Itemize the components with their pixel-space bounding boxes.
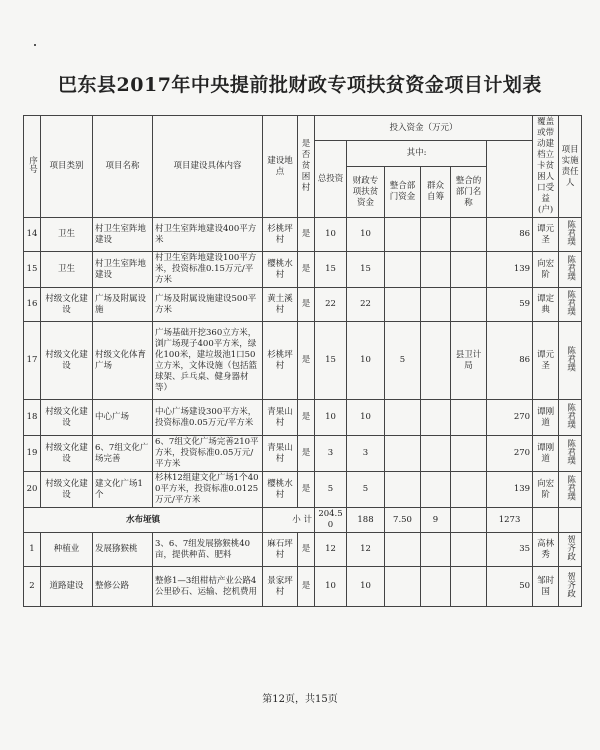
row-project-type: 卫生 [41, 218, 93, 252]
row-location: 景家坪村 [263, 567, 298, 607]
row-location: 青果山村 [263, 436, 298, 472]
row-beneficiaries: 35 [487, 533, 533, 567]
header-poor-village: 是否贫困村 [298, 116, 315, 218]
row-total: 22 [315, 288, 347, 322]
row-beneficiaries: 59 [487, 288, 533, 322]
row-location: 樱桃水村 [263, 252, 298, 288]
row-integrated-fund [385, 218, 421, 252]
row-dept-name [451, 400, 487, 436]
table-row [24, 472, 582, 508]
row-project-name: 整修公路 [93, 567, 153, 607]
row-poor-village: 是 [298, 288, 315, 322]
row-seq: 1 [24, 533, 41, 567]
row-poor-village: 是 [298, 252, 315, 288]
row-fiscal-fund: 10 [347, 567, 385, 607]
row-project-name: 村卫生室阵地建设 [93, 218, 153, 252]
row-project-type: 村级文化建设 [41, 322, 93, 400]
row-beneficiaries: 139 [487, 252, 533, 288]
table-row [24, 218, 582, 252]
subtotal-total: 204.50 [315, 508, 347, 533]
row-implementer: 向宏阶 [533, 252, 559, 288]
header-project-type: 项目类别 [41, 116, 93, 218]
row-supervisor: 贺齐政 [559, 533, 582, 567]
row-integrated-fund [385, 252, 421, 288]
row-content: 中心广场建设300平方米，投资标准0.05万元/平方米 [153, 400, 263, 436]
row-beneficiaries: 86 [487, 218, 533, 252]
subtotal-row [24, 508, 582, 533]
row-total: 10 [315, 218, 347, 252]
subtotal-fiscal: 188 [347, 508, 385, 533]
row-dept-name [451, 218, 487, 252]
header-total: 总投资 [315, 141, 347, 218]
row-content: 广场基础开挖360立方米，浏广场现子400平方米，绿化100米，建垃圾池1口50立方米，文体设施（包括篮球架、乒乓桌、健身器材等） [153, 322, 263, 400]
row-supervisor: 陈君璞 [559, 400, 582, 436]
row-total: 3 [315, 436, 347, 472]
row-poor-village: 是 [298, 322, 315, 400]
subtotal-impl [533, 508, 559, 533]
table-body-section-a [24, 218, 582, 508]
row-content: 3、6、7组发展猕猴桃40亩，提供种苗、肥料 [153, 533, 263, 567]
table-row [24, 252, 582, 288]
header-project-name: 项目名称 [93, 116, 153, 218]
row-fiscal-fund: 10 [347, 322, 385, 400]
row-seq: 14 [24, 218, 41, 252]
subtotal-integrated: 7.50 [385, 508, 421, 533]
row-total: 10 [315, 400, 347, 436]
row-total: 12 [315, 533, 347, 567]
row-content: 整修1—3组柑桔产业公路4公里砂石、运输、挖机费用 [153, 567, 263, 607]
row-fiscal-fund: 10 [347, 218, 385, 252]
row-self-raised [421, 472, 451, 508]
row-self-raised [421, 567, 451, 607]
row-dept-name [451, 567, 487, 607]
row-supervisor: 陈君璞 [559, 436, 582, 472]
row-seq: 15 [24, 252, 41, 288]
row-poor-village: 是 [298, 436, 315, 472]
scan-speck [34, 44, 36, 46]
row-project-type: 村级文化建设 [41, 288, 93, 322]
header-dept-name: 整合的部门名称 [451, 167, 487, 218]
row-poor-village: 是 [298, 400, 315, 436]
table-row [24, 400, 582, 436]
row-self-raised [421, 533, 451, 567]
row-supervisor: 陈君璞 [559, 252, 582, 288]
subtotal-self: 9 [421, 508, 451, 533]
project-plan-table [23, 115, 582, 607]
row-total: 15 [315, 252, 347, 288]
row-fiscal-fund: 10 [347, 400, 385, 436]
row-implementer: 高林秀 [533, 533, 559, 567]
row-fiscal-fund: 3 [347, 436, 385, 472]
page-title: 巴东县2017年中央提前批财政专项扶贫资金项目计划表 [58, 74, 542, 96]
row-location: 麻石坪村 [263, 533, 298, 567]
row-fiscal-fund: 5 [347, 472, 385, 508]
row-integrated-fund [385, 400, 421, 436]
row-self-raised [421, 322, 451, 400]
row-dept-name: 县卫计局 [451, 322, 487, 400]
row-seq: 16 [24, 288, 41, 322]
row-poor-village: 是 [298, 567, 315, 607]
row-seq: 19 [24, 436, 41, 472]
row-implementer: 邹时国 [533, 567, 559, 607]
row-supervisor: 陈君璞 [559, 322, 582, 400]
row-poor-village: 是 [298, 218, 315, 252]
row-project-name: 村卫生室阵地建设 [93, 252, 153, 288]
table-row [24, 436, 582, 472]
row-project-type: 种植业 [41, 533, 93, 567]
row-location: 青果山村 [263, 400, 298, 436]
row-poor-village: 是 [298, 533, 315, 567]
row-location: 黄土溪村 [263, 288, 298, 322]
header-implementer: 项目实施责任人 [559, 116, 582, 218]
row-integrated-fund [385, 288, 421, 322]
row-seq: 17 [24, 322, 41, 400]
row-integrated-fund [385, 472, 421, 508]
row-content: 6、7组文化广场完善210平方米，投资标准0.05万元/平方米 [153, 436, 263, 472]
row-dept-name [451, 288, 487, 322]
row-content: 杉林12组建文化广场1个400平方米，投资标准0.0125万元/平方米 [153, 472, 263, 508]
row-integrated-fund [385, 567, 421, 607]
row-integrated-fund [385, 436, 421, 472]
row-supervisor: 陈君璞 [559, 288, 582, 322]
row-dept-name [451, 436, 487, 472]
row-content: 广场及附属设施建设500平方米 [153, 288, 263, 322]
row-location: 杉桃坪村 [263, 322, 298, 400]
subtotal-label: 小 计 [263, 508, 315, 533]
row-project-type: 道路建设 [41, 567, 93, 607]
row-beneficiaries: 270 [487, 400, 533, 436]
row-supervisor: 陈君璞 [559, 472, 582, 508]
header-location: 建设地点 [263, 116, 298, 218]
row-integrated-fund [385, 533, 421, 567]
header-fiscal-fund: 财政专项扶贫资金 [347, 167, 385, 218]
header-content: 项目建设具体内容 [153, 116, 263, 218]
row-beneficiaries: 139 [487, 472, 533, 508]
plan-table-wrapper [23, 115, 581, 607]
row-total: 10 [315, 567, 347, 607]
row-poor-village: 是 [298, 472, 315, 508]
page-number: 第12页，共15页 [262, 694, 338, 705]
row-location: 杉桃坪村 [263, 218, 298, 252]
row-self-raised [421, 252, 451, 288]
row-implementer: 谭刚道 [533, 436, 559, 472]
row-seq: 2 [24, 567, 41, 607]
row-dept-name [451, 252, 487, 288]
row-location: 樱桃水村 [263, 472, 298, 508]
row-project-name: 村级文化体育广场 [93, 322, 153, 400]
row-project-type: 村级文化建设 [41, 472, 93, 508]
row-implementer: 谭定典 [533, 288, 559, 322]
row-implementer: 谭元圣 [533, 322, 559, 400]
header-investment: 投入资金（万元） [315, 116, 533, 141]
subtotal-dept [451, 508, 487, 533]
header-integrated-fund: 整合部门资金 [385, 167, 421, 218]
table-row [24, 288, 582, 322]
row-self-raised [421, 436, 451, 472]
table-row [24, 567, 582, 607]
row-supervisor: 贺齐政 [559, 567, 582, 607]
row-project-type: 村级文化建设 [41, 400, 93, 436]
row-beneficiaries: 86 [487, 322, 533, 400]
row-supervisor: 陈君璞 [559, 218, 582, 252]
row-fiscal-fund: 12 [347, 533, 385, 567]
row-project-name: 建文化广场1个 [93, 472, 153, 508]
row-implementer: 向宏阶 [533, 472, 559, 508]
row-dept-name [451, 472, 487, 508]
row-seq: 20 [24, 472, 41, 508]
row-content: 村卫生室阵地建设400平方米 [153, 218, 263, 252]
subtotal-sup [559, 508, 582, 533]
row-project-name: 中心广场 [93, 400, 153, 436]
row-fiscal-fund: 22 [347, 288, 385, 322]
row-beneficiaries: 270 [487, 436, 533, 472]
header-seq: 序号 [24, 116, 41, 218]
row-total: 5 [315, 472, 347, 508]
row-project-name: 广场及附属设施 [93, 288, 153, 322]
subtotal-benef: 1273 [487, 508, 533, 533]
row-fiscal-fund: 15 [347, 252, 385, 288]
row-self-raised [421, 218, 451, 252]
subtotal-section [24, 508, 582, 533]
table-row [24, 533, 582, 567]
table-row [24, 322, 582, 400]
row-dept-name [451, 533, 487, 567]
row-beneficiaries: 50 [487, 567, 533, 607]
table-body-section-b [24, 533, 582, 607]
group-name: 水布垭镇 [24, 508, 263, 533]
row-integrated-fund: 5 [385, 322, 421, 400]
row-seq: 18 [24, 400, 41, 436]
row-self-raised [421, 288, 451, 322]
row-project-type: 卫生 [41, 252, 93, 288]
header-of-which: 其中: [347, 141, 487, 167]
row-content: 村卫生室阵地建设100平方米，投资标准0.15万元/平方米 [153, 252, 263, 288]
header-row-1 [24, 116, 582, 141]
row-project-type: 村级文化建设 [41, 436, 93, 472]
row-total: 15 [315, 322, 347, 400]
header-beneficiaries: 覆盖或带动建档立卡贫困人口受益(户) [533, 116, 559, 218]
header-self-raised: 群众自筹 [421, 167, 451, 218]
row-implementer: 谭刚道 [533, 400, 559, 436]
row-implementer: 谭元圣 [533, 218, 559, 252]
row-self-raised [421, 400, 451, 436]
row-project-name: 6、7组文化广场完善 [93, 436, 153, 472]
row-project-name: 发展猕猴桃 [93, 533, 153, 567]
